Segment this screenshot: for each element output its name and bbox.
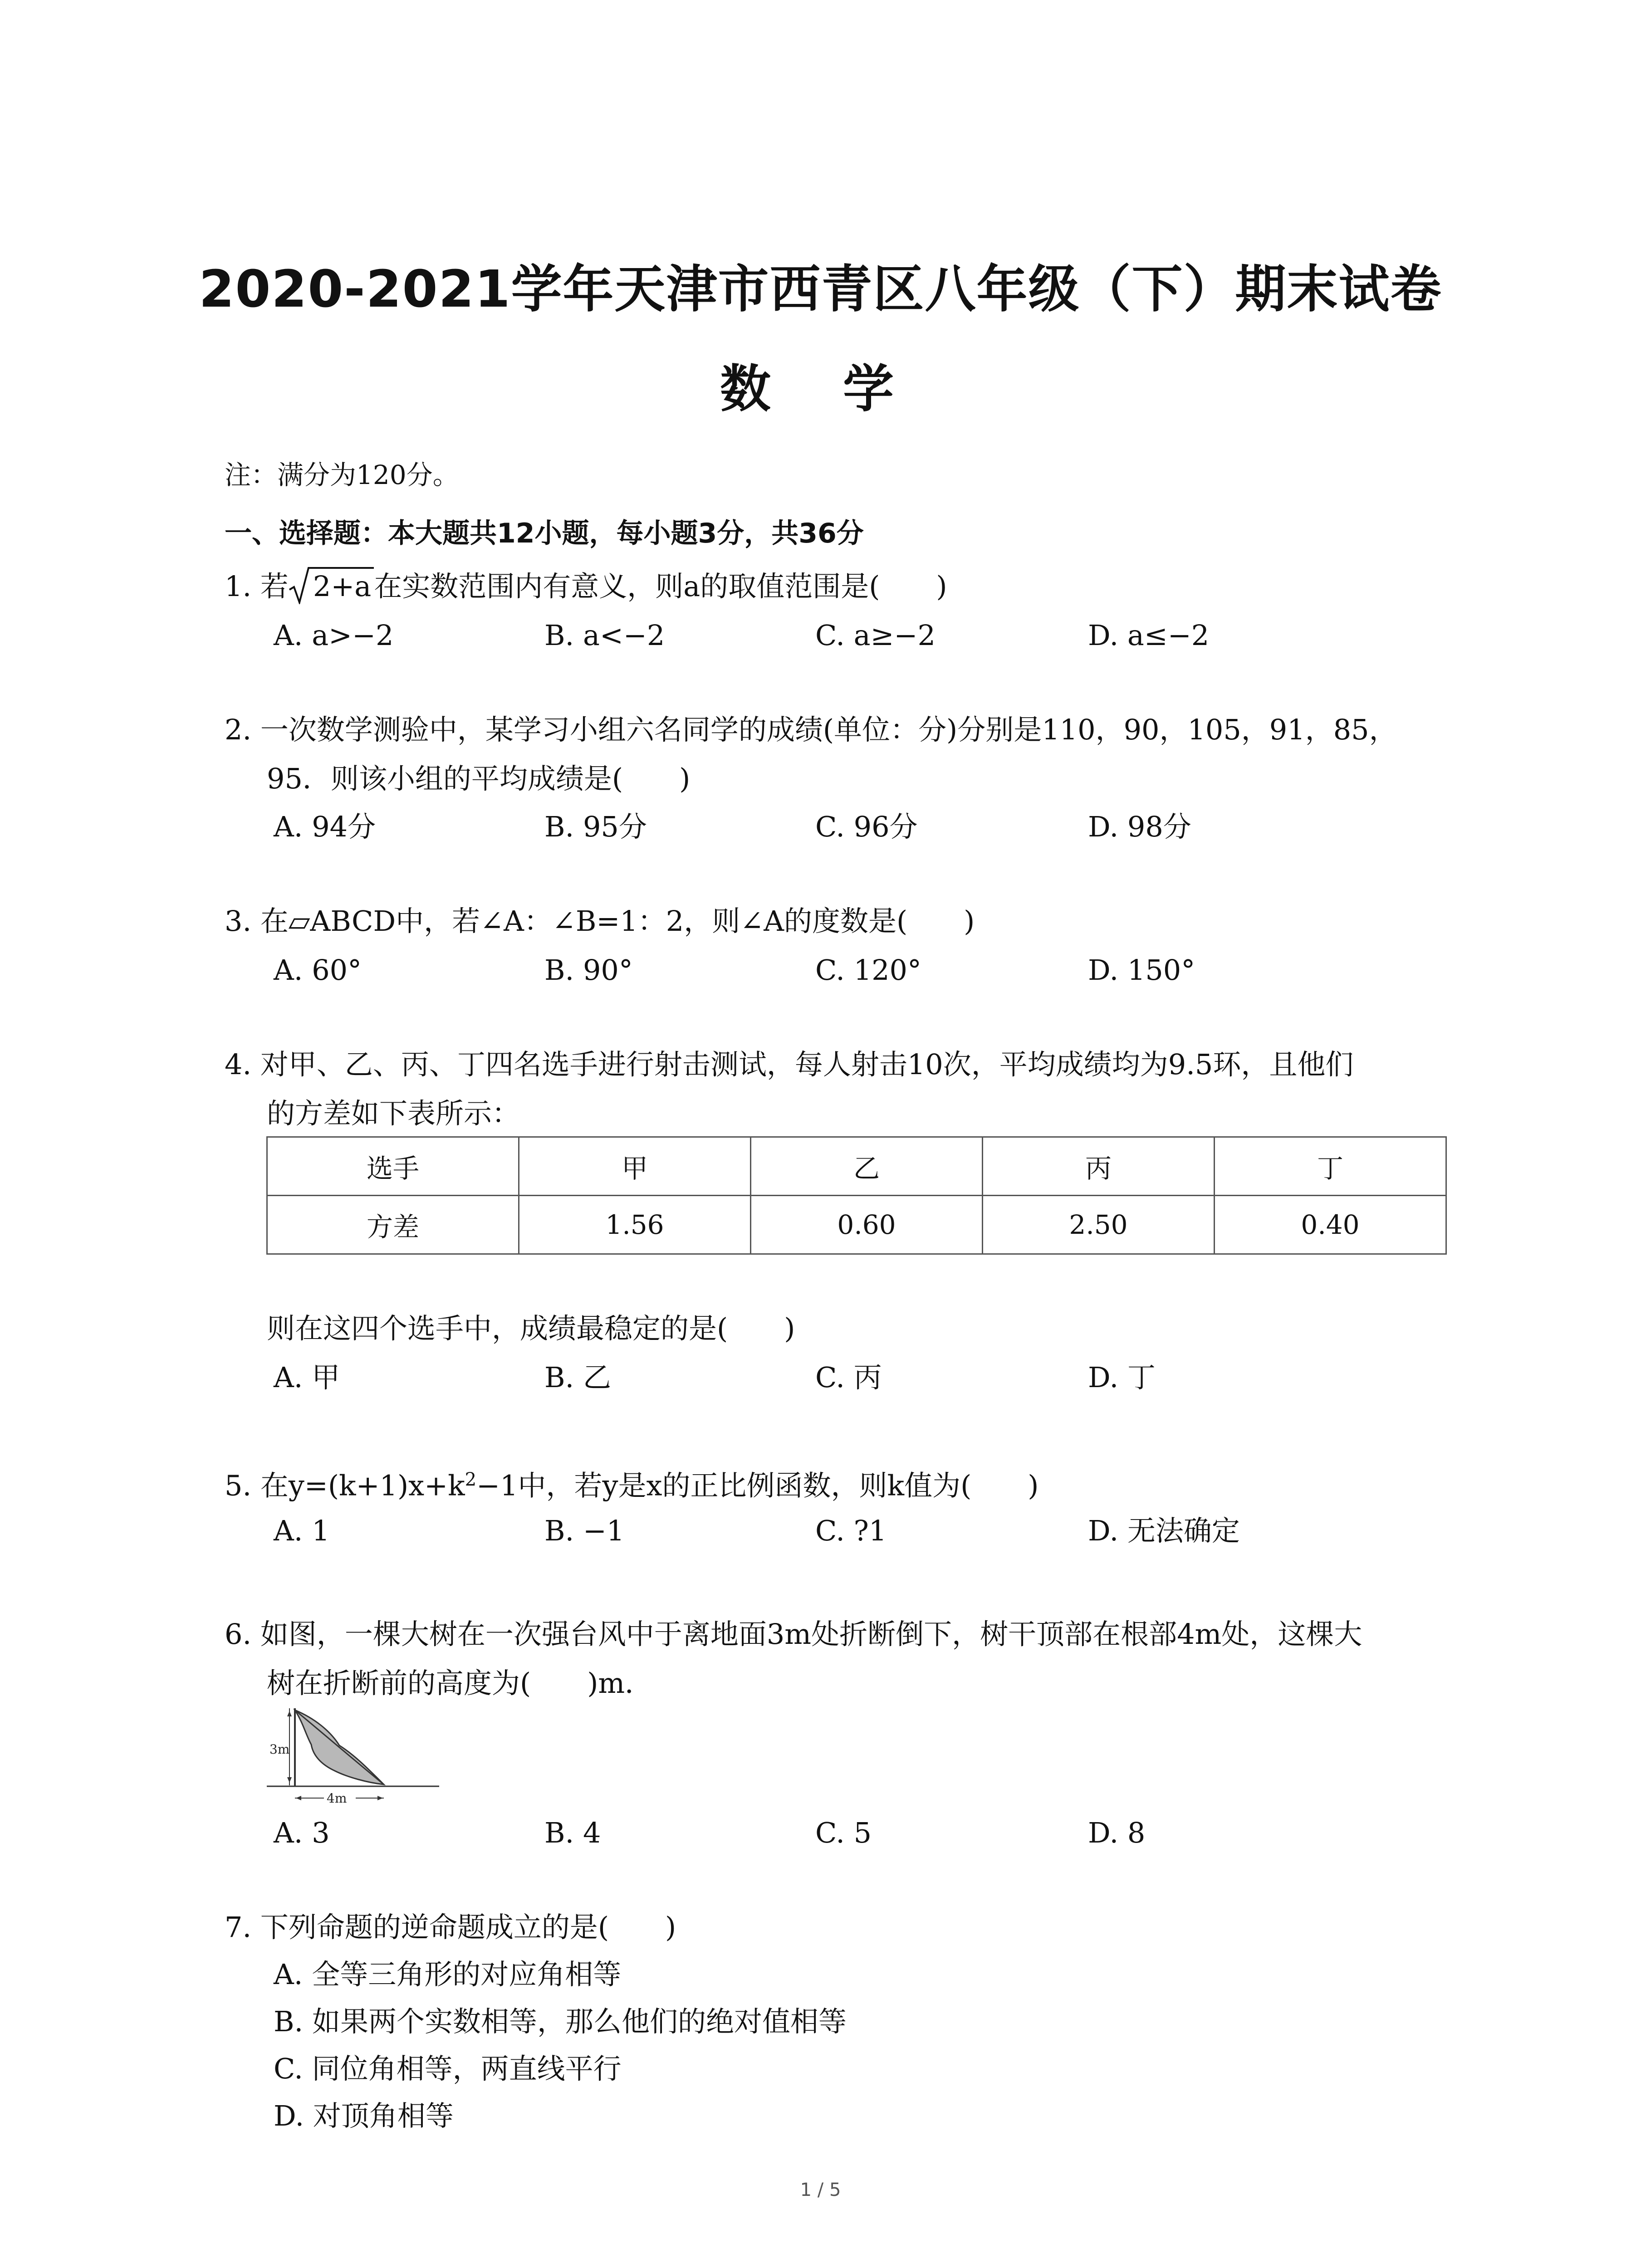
q2-option-d: D. 98分 — [1088, 810, 1191, 843]
q6-option-a: A. 3 — [274, 1816, 330, 1849]
question-5-pre: 5. 在y=(k+1)x+k — [225, 1469, 465, 1502]
table-cell: 选手 — [267, 1137, 519, 1196]
q4-option-d: D. 丁 — [1088, 1361, 1156, 1394]
q4-option-b: B. 乙 — [544, 1361, 611, 1394]
score-note: 注：满分为120分。 — [225, 459, 459, 490]
q5-option-b: B. −1 — [544, 1514, 625, 1547]
q7-option-b: B. 如果两个实数相等，那么他们的绝对值相等 — [274, 2005, 847, 2038]
table-cell: 甲 — [519, 1137, 751, 1196]
table-cell: 乙 — [751, 1137, 983, 1196]
q6-option-d: D. 8 — [1088, 1816, 1146, 1849]
q3-option-a: A. 60° — [274, 953, 362, 987]
q2-option-c: C. 96分 — [815, 810, 918, 843]
question-4-prompt: 则在这四个选手中，成绩最稳定的是( ) — [267, 1312, 795, 1345]
variance-table — [266, 1136, 1447, 1255]
exam-title: 2020-2021学年天津市西青区八年级（下）期末试卷 — [199, 260, 1442, 319]
question-7: 7. 下列命题的逆命题成立的是( ) — [225, 1911, 676, 1944]
question-6-line2: 树在折断前的高度为( )m． — [267, 1667, 653, 1700]
question-1-pre: 1. 若 — [225, 570, 289, 603]
question-1 — [225, 572, 947, 601]
height-label: 3m — [269, 1742, 290, 1757]
radicand: 2+a — [310, 567, 374, 603]
q7-option-a: A. 全等三角形的对应角相等 — [274, 1958, 622, 1991]
exponent: 2 — [465, 1469, 477, 1490]
q3-option-d: D. 150° — [1088, 953, 1195, 987]
table-row — [267, 1196, 1446, 1254]
q3-option-b: B. 90° — [544, 953, 633, 987]
question-5 — [225, 1471, 1038, 1500]
question-4-line1: 4. 对甲、乙、丙、丁四名选手进行射击测试，每人射击10次，平均成绩均为9.5环，且他们 — [225, 1048, 1354, 1081]
question-4-line2: 的方差如下表所示： — [267, 1097, 520, 1130]
q1-option-d: D. a≤−2 — [1088, 619, 1210, 652]
q5-option-d: D. 无法确定 — [1088, 1514, 1240, 1547]
broken-tree-figure — [267, 1705, 439, 1809]
q6-option-b: B. 4 — [544, 1816, 601, 1849]
question-2-line1: 2. 一次数学测验中，某学习小组六名同学的成绩(单位：分)分别是110，90，105，91，85， — [225, 713, 1397, 746]
q4-option-a: A. 甲 — [274, 1361, 340, 1394]
q7-option-d: D. 对顶角相等 — [274, 2099, 454, 2132]
q1-option-a: A. a>−2 — [274, 619, 394, 652]
table-cell: 0.40 — [1215, 1196, 1446, 1254]
q2-option-a: A. 94分 — [274, 810, 376, 843]
q2-option-b: B. 95分 — [544, 810, 647, 843]
q6-option-c: C. 5 — [815, 1816, 872, 1849]
q7-option-c: C. 同位角相等，两直线平行 — [274, 2052, 622, 2085]
question-3: 3. 在▱ABCD中，若∠A：∠B=1：2，则∠A的度数是( ) — [225, 904, 975, 938]
question-6-line1: 6. 如图，一棵大树在一次强台风中于离地面3m处折断倒下，树干顶部在根部4m处，这棵大 — [225, 1618, 1362, 1651]
page-number: 1 / 5 — [800, 2180, 841, 2200]
q3-option-c: C. 120° — [815, 953, 921, 987]
sqrt-expression — [289, 572, 374, 601]
q1-option-c: C. a≥−2 — [815, 619, 936, 652]
q1-option-b: B. a<−2 — [544, 619, 665, 652]
table-cell: 1.56 — [519, 1196, 751, 1254]
table-row — [267, 1137, 1446, 1196]
table-cell: 丙 — [983, 1137, 1215, 1196]
question-1-post: 在实数范围内有意义，则a的取值范围是( ) — [374, 570, 947, 603]
radical-sign-icon — [289, 566, 310, 604]
question-2-line2: 95．则该小组的平均成绩是( ) — [267, 762, 691, 795]
q4-option-c: C. 丙 — [815, 1361, 882, 1394]
table-cell: 0.60 — [751, 1196, 983, 1254]
question-5-post: −1中，若y是x的正比例函数，则k值为( ) — [476, 1469, 1039, 1502]
table-cell: 丁 — [1215, 1137, 1446, 1196]
q5-option-a: A. 1 — [274, 1514, 330, 1547]
width-label: 4m — [327, 1791, 347, 1806]
section-heading: 一、选择题：本大题共12小题，每小题3分，共36分 — [225, 518, 864, 549]
q5-option-c: C. ?1 — [815, 1514, 887, 1547]
table-cell: 方差 — [267, 1196, 519, 1254]
table-cell: 2.50 — [983, 1196, 1215, 1254]
exam-subject: 数 学 — [720, 360, 921, 419]
